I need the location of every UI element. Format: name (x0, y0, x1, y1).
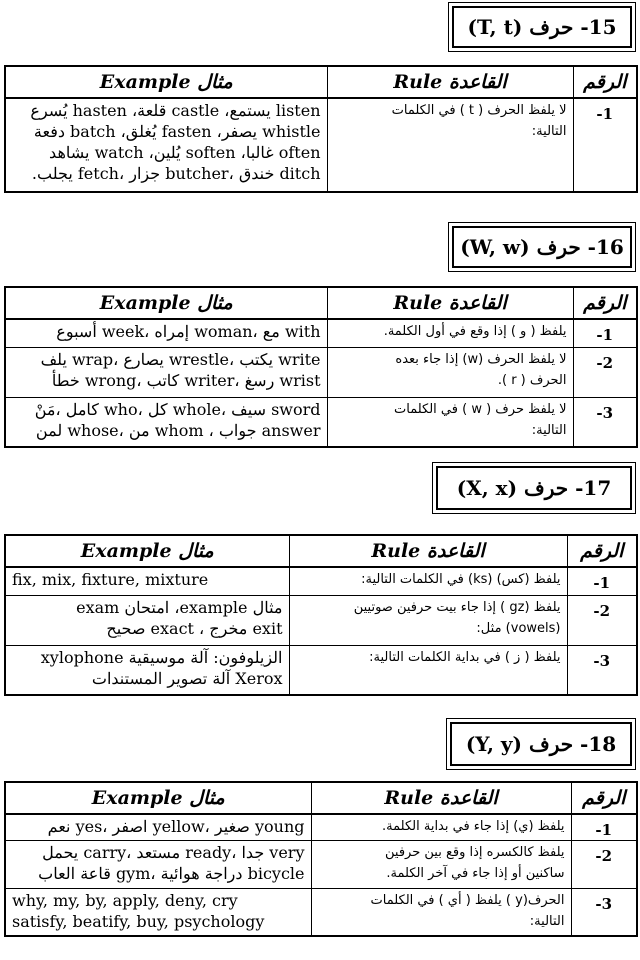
row-number: -1 (567, 567, 637, 595)
row-number: -2 (573, 347, 637, 397)
rule-line: لا يلفظ الحرف ( t ) في الكلمات (391, 103, 567, 118)
example-line: sword سيف ،whole كل ،who كامل ،مَنْ (34, 399, 321, 419)
table-row (5, 567, 637, 595)
header-num: الرقم (571, 782, 637, 814)
table-row (5, 595, 637, 645)
section-18-table (4, 781, 638, 937)
section-17-title (432, 462, 636, 514)
table-row (5, 645, 637, 695)
section-18-title (446, 718, 636, 770)
table-header-row (5, 66, 637, 98)
rule-line: يلفظ (gz ) إذا جاء بيت حرفين صوتيين (353, 599, 561, 615)
rule-line: التالية: (531, 124, 567, 139)
example-line: fix, mix, fixture, mixture (12, 570, 209, 589)
example-line: with مع ،woman إمراه ،week أسبوع (56, 322, 321, 341)
example-line: listen يستمع، castle قلعة، hasten يُسرع (30, 101, 321, 120)
rule-line: التالية: (529, 913, 565, 929)
row-number: -2 (567, 595, 637, 645)
example-line: why, my, by, apply, deny, cry (12, 890, 238, 910)
example-line: wrist رسغ ،writer كاتب ،wrong خطأ (51, 370, 321, 390)
rule-line: يلفظ (كس) (ks) في الكلمات التالية: (361, 572, 561, 587)
table-row (5, 814, 637, 840)
example-line: bicycle دراجة هوائية ،gym قاعة العاب (38, 863, 305, 883)
rule-line: الحرف(y ) يلفظ ( أي ) في الكلمات (370, 892, 565, 908)
example-line: Xerox آلة تصوير المستندات (91, 668, 283, 688)
example-line: exit مخرج ، exact صحيح (106, 618, 283, 638)
example-line: الزيلوفون: آلة موسيقية xylophone (40, 647, 283, 667)
example-line: young صغير ،yellow اصفر ،yes نعم (47, 817, 305, 836)
rule-line: يلفظ (ي) إذا جاء في بداية الكلمة. (382, 819, 565, 834)
section-16-table (4, 286, 638, 448)
table-row (5, 347, 637, 397)
header-num: الرقم (567, 535, 637, 567)
rule-line: (vowels) مثل: (476, 620, 561, 636)
rule-line: لا يلفظ حرف ( w ) في الكلمات (394, 401, 567, 417)
rule-line: لا يلفظ الحرف (w) إذا جاء بعده (395, 351, 567, 367)
header-example: مثال Example (5, 66, 327, 98)
header-num: الرقم (573, 287, 637, 319)
header-rule: القاعدة Rule (311, 782, 571, 814)
rule-line: يلفظ ( و ) إذا وقع في أول الكلمة. (383, 324, 567, 339)
row-number: -3 (567, 645, 637, 695)
section-17-table (4, 534, 638, 696)
example-line: often غالبا، soften يُلين، watch يشاهد (49, 143, 321, 162)
header-rule: القاعدة Rule (327, 287, 573, 319)
section-15-table (4, 65, 638, 193)
rule-line: التالية: (531, 422, 567, 438)
table-header-row (5, 287, 637, 319)
table-row (5, 397, 637, 447)
section-title-text: 16- حرف (W, w) (452, 226, 632, 268)
example-line: satisfy, beatify, buy, psychology (12, 911, 265, 931)
header-num: الرقم (573, 66, 637, 98)
table-row (5, 98, 637, 192)
table-header-row (5, 782, 637, 814)
table-row (5, 840, 637, 888)
header-example: مثال Example (5, 782, 311, 814)
section-title-text: 17- حرف (X, x) (436, 466, 632, 510)
header-rule: القاعدة Rule (327, 66, 573, 98)
row-number: -3 (573, 397, 637, 447)
header-rule: القاعدة Rule (289, 535, 567, 567)
example-line: whistle يصفر، fasten يُغلق، batch دفعة (33, 122, 321, 141)
example-line: answer جواب ، whom من ،whose لمن (35, 420, 321, 440)
header-example: مثال Example (5, 535, 289, 567)
example-line: very جدا ،ready مستعد ،carry يحمل (42, 842, 305, 862)
row-number: -1 (571, 814, 637, 840)
rule-line: الحرف ( r ). (497, 372, 567, 388)
example-line: ditch خندق ،butcher جزار ،fetch يجلب. (31, 164, 321, 183)
table-row (5, 319, 637, 347)
header-example: مثال Example (5, 287, 327, 319)
rule-line: يلفظ كالكسره إذا وقع بين حرفين (385, 844, 565, 860)
section-15-title (448, 2, 636, 52)
table-row (5, 888, 637, 936)
row-number: -2 (571, 840, 637, 888)
row-number: -3 (571, 888, 637, 936)
section-16-title (448, 222, 636, 272)
table-header-row (5, 535, 637, 567)
section-title-text: 18- حرف (Y, y) (450, 722, 632, 766)
row-number: -1 (573, 319, 637, 347)
rule-line: ساكنين أو إذا جاء في آخر الكلمة. (386, 865, 565, 881)
example-line: مثال example، امتحان exam (76, 597, 283, 617)
row-number: -1 (573, 98, 637, 192)
section-title-text: 15- حرف (T, t) (452, 6, 632, 48)
rule-line: يلفظ ( ز ) في بداية الكلمات التالية: (369, 649, 561, 665)
example-line: write يكتب ،wrestle يصارع ،wrap يلف (40, 349, 321, 369)
